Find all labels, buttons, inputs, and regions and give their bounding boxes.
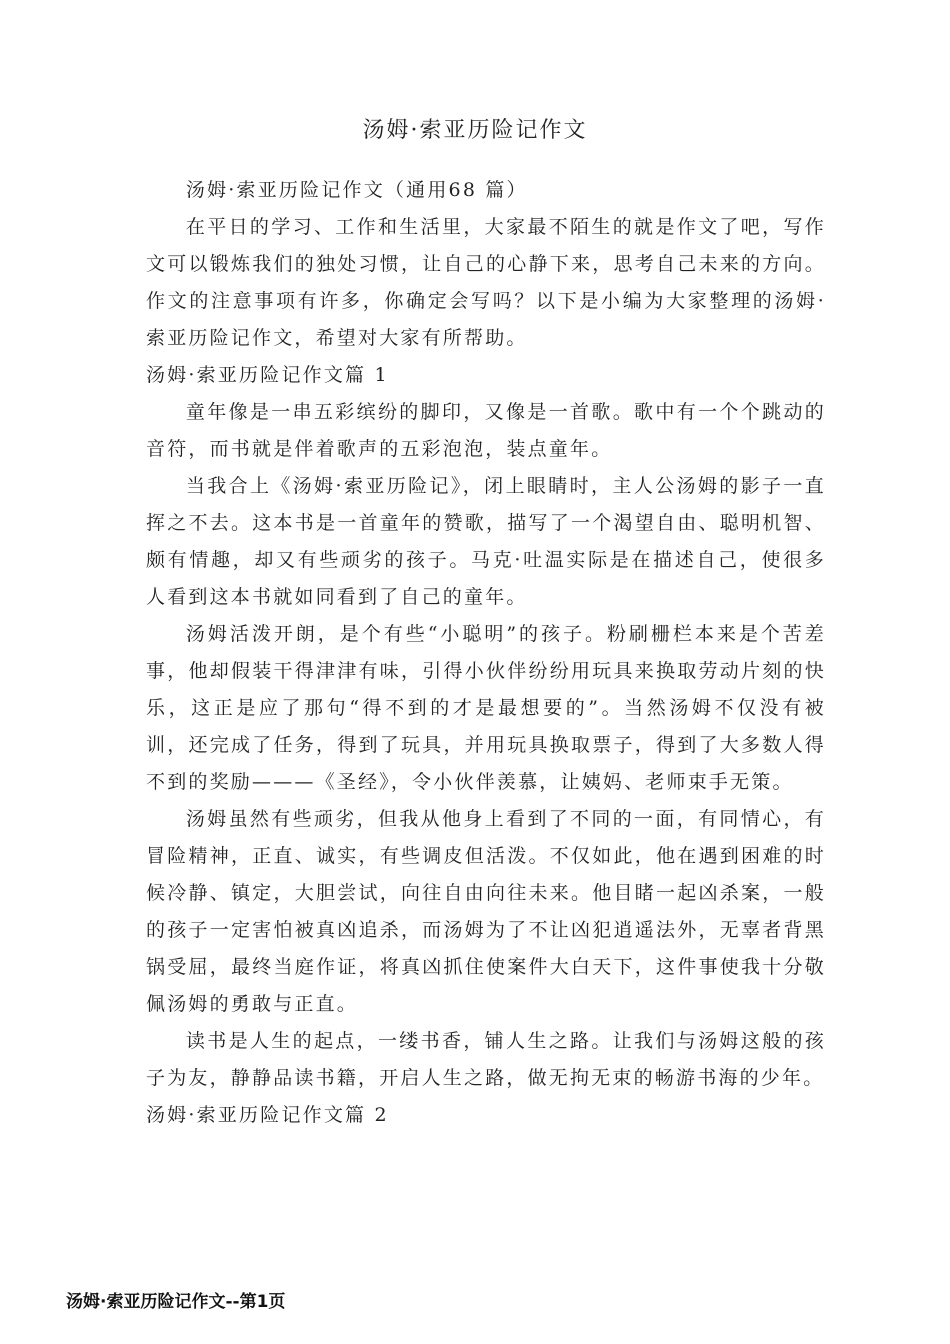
section-1-paragraph: 汤姆活泼开朗，是个有些“小聪明”的孩子。粉刷栅栏本来是个苦差事，他却假装干得津津有味，引得小伙伴纷纷用玩具来换取劳动片刻的快乐，这正是应了那句“得不到的才是最想要的”。当然汤姆不仅没有被训，还完成了任务，得到了玩具，并用玩具换取票子，得到了大多数人得不到的奖励———《圣经》，令小伙伴羡慕，让姨妈、老师束手无策。: [146, 623, 826, 793]
intro-paragraph: 在平日的学习、工作和生活里，大家最不陌生的就是作文了吧，写作文可以锻炼我们的独处习惯，让自己的心静下来，思考自己未来的方向。作文的注意事项有许多，你确定会写吗？以下是小编为大家整理的汤姆·索亚历险记作文，希望对大家有所帮助。: [146, 216, 826, 349]
document-title: 汤姆·索亚历险记作文: [362, 118, 588, 143]
document-subtitle: 汤姆·索亚历险记作文（通用68 篇）: [185, 179, 528, 201]
section-1-paragraph: 读书是人生的起点，一缕书香，铺人生之路。让我们与汤姆这般的孩子为友，静静品读书籍，开启人生之路，做无拘无束的畅游书海的少年。: [146, 1030, 826, 1089]
page-footer: 汤姆·索亚历险记作文--第1页: [66, 1292, 286, 1312]
section-1-paragraph: 汤姆虽然有些顽劣，但我从他身上看到了不同的一面，有同情心，有冒险精神，正直、诚实，有些调皮但活泼。不仅如此，他在遇到困难的时候冷静、镇定，大胆尝试，向往自由向往未来。他目睹一起凶杀案，一般的孩子一定害怕被真凶追杀，而汤姆为了不让凶犯逍遥法外，无辜者背黑锅受屈，最终当庭作证，将真凶抓住使案件大白天下，这件事使我十分敬佩汤姆的勇敢与正直。: [146, 808, 826, 1015]
section-1-heading: 汤姆·索亚历险记作文篇 1: [146, 364, 389, 386]
document-body: [146, 172, 826, 1134]
section-2-heading: 汤姆·索亚历险记作文篇 2: [146, 1104, 389, 1126]
section-1-paragraph: 当我合上《汤姆·索亚历险记》，闭上眼睛时，主人公汤姆的影子一直挥之不去。这本书是一首童年的赞歌，描写了一个渴望自由、聪明机智、颇有情趣，却又有些顽劣的孩子。马克·吐温实际是在描述自己，使很多人看到这本书就如同看到了自己的童年。: [146, 475, 826, 608]
section-1-paragraph: 童年像是一串五彩缤纷的脚印，又像是一首歌。歌中有一个个跳动的音符，而书就是伴着歌声的五彩泡泡，装点童年。: [146, 401, 826, 460]
